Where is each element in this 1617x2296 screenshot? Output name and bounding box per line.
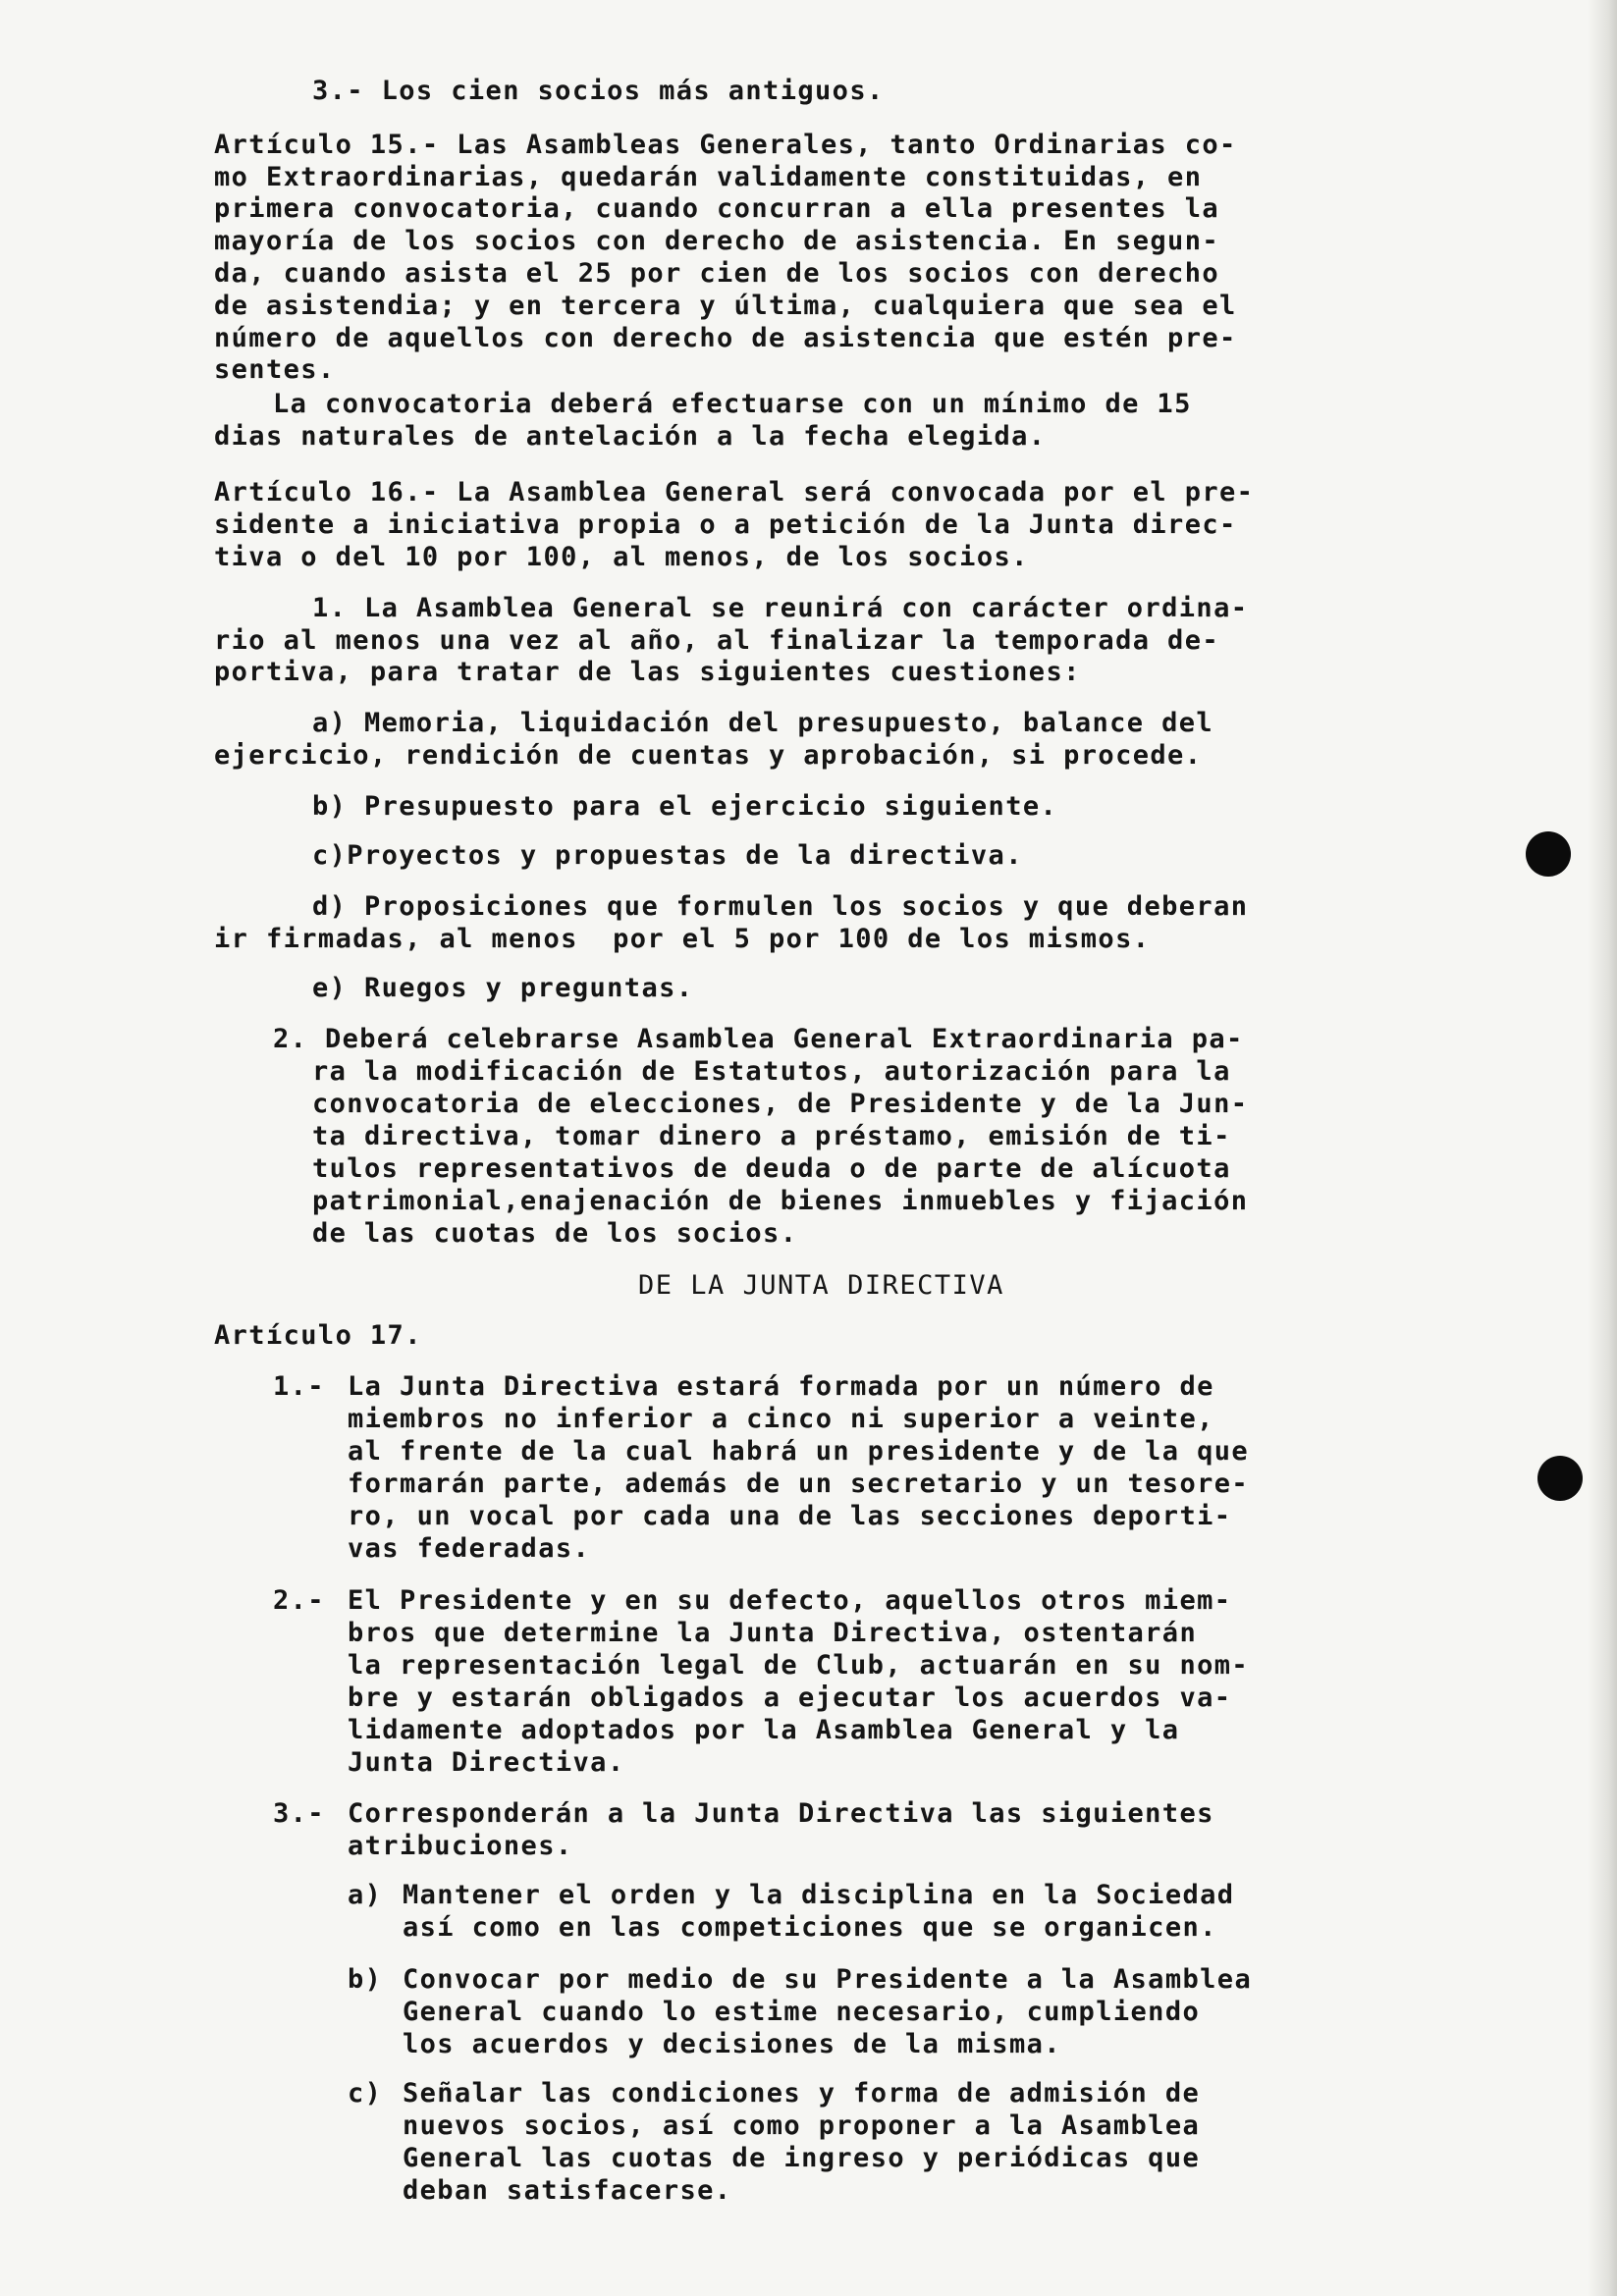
art16-item2-line: de las cuotas de los socios. — [312, 1218, 798, 1249]
art17-item2-line: Junta Directiva. — [348, 1747, 625, 1778]
art16-line: tiva o del 10 por 100, al menos, de los socios. — [214, 542, 1029, 572]
page-edge-shadow — [1588, 0, 1617, 2296]
art15-line: número de aquellos con derecho de asistencia que estén pre- — [214, 323, 1237, 353]
art17-item3-a-line: así como en las competiciones que se organicen. — [403, 1912, 1217, 1943]
art17-item1-line: vas federadas. — [348, 1533, 591, 1564]
art16-item1-line: rio al menos una vez al año, al finalizar la temporada de- — [214, 625, 1220, 656]
art16-item-d-line: ir firmadas, al menos por el 5 por 100 de los mismos. — [214, 924, 1151, 954]
art15-line: da, cuando asista el 25 por cien de los socios con derecho — [214, 258, 1220, 289]
art17-item1-line: formarán parte, además de un secretario y un tesore- — [348, 1468, 1250, 1499]
art15-line: mo Extraordinarias, quedarán validamente constituidas, en — [214, 162, 1203, 192]
art15-line: de asistendia; y en tercera y última, cualquiera que sea el — [214, 291, 1237, 321]
art17-item3-c-line: General las cuotas de ingreso y periódicas que — [403, 2143, 1201, 2173]
art17-item3-c-label: c) — [348, 2078, 383, 2109]
art16-line: sidente a iniciativa propia o a petición de la Junta direc- — [214, 509, 1237, 540]
art17-item1-line: al frente de la cual habrá un presidente y de la que — [348, 1436, 1250, 1467]
art16-item-b: b) Presupuesto para el ejercicio siguiente. — [312, 791, 1058, 822]
art16-item2-line: ra la modificación de Estatutos, autorización para la — [312, 1056, 1231, 1087]
art17-item2-line: El Presidente y en su defecto, aquellos otros miem- — [348, 1585, 1232, 1616]
art15-line: sentes. — [214, 354, 336, 385]
art17-item3-c-line: Señalar las condiciones y forma de admisión de — [403, 2078, 1201, 2109]
art17-item3-a-label: a) — [348, 1880, 383, 1910]
section-heading: DE LA JUNTA DIRECTIVA — [638, 1270, 1004, 1301]
art17-item1-line: miembros no inferior a cinco ni superior a veinte, — [348, 1404, 1214, 1434]
art17-item1-line: ro, un vocal por cada una de las secciones deporti- — [348, 1501, 1232, 1531]
art16-item2-line: ta directiva, tomar dinero a préstamo, emisión de ti- — [312, 1121, 1231, 1151]
art17-title: Artículo 17. — [214, 1320, 422, 1351]
art17-item2-number: 2.- — [273, 1585, 325, 1616]
art17-item1-line: La Junta Directiva estará formada por un número de — [348, 1371, 1214, 1402]
art16-item2-line: tulos representativos de deuda o de parte de alícuota — [312, 1153, 1231, 1184]
art15-line: primera convocatoria, cuando concurran a ella presentes la — [214, 193, 1220, 224]
art16-item-a-line: ejercicio, rendición de cuentas y aprobación, si procede. — [214, 740, 1203, 771]
art17-item3-b-line: General cuando lo estime necesario, cumpliendo — [403, 1997, 1201, 2027]
art16-item-d-line: d) Proposiciones que formulen los socios y que deberan — [312, 891, 1249, 922]
art16-item-a-line: a) Memoria, liquidación del presupuesto, balance del — [312, 708, 1214, 738]
art17-item3-line: atribuciones. — [348, 1831, 573, 1861]
art17-item2-line: bros que determine la Junta Directiva, ostentarán — [348, 1618, 1198, 1648]
art17-item3-a-line: Mantener el orden y la disciplina en la Sociedad — [403, 1880, 1235, 1910]
art15-para2-line: dias naturales de antelación a la fecha elegida. — [214, 421, 1047, 452]
art16-line: Artículo 16.- La Asamblea General será convocada por el pre- — [214, 477, 1255, 507]
punch-hole-lower — [1537, 1456, 1583, 1501]
top-item-3: 3.- Los cien socios más antiguos. — [312, 76, 885, 106]
punch-hole-upper — [1526, 831, 1571, 877]
art16-item1-line: portiva, para tratar de las siguientes cuestiones: — [214, 657, 1081, 687]
art17-item1-number: 1.- — [273, 1371, 325, 1402]
art17-item2-line: bre y estarán obligados a ejecutar los acuerdos va- — [348, 1682, 1232, 1713]
art17-item3-b-line: los acuerdos y decisiones de la misma. — [403, 2029, 1061, 2059]
art17-item2-line: la representación legal de Club, actuarán en su nom- — [348, 1650, 1250, 1681]
art17-item3-c-line: deban satisfacerse. — [403, 2175, 732, 2206]
art15-line: mayoría de los socios con derecho de asistencia. En segun- — [214, 226, 1220, 256]
art17-item3-c-line: nuevos socios, así como proponer a la Asamblea — [403, 2110, 1201, 2141]
art16-item1-line: 1. La Asamblea General se reunirá con carácter ordina- — [312, 593, 1249, 623]
art17-item3-number: 3.- — [273, 1798, 325, 1829]
art15-line: Artículo 15.- Las Asambleas Generales, tanto Ordinarias co- — [214, 130, 1237, 160]
art16-item2-line: 2. Deberá celebrarse Asamblea General Extraordinaria pa- — [273, 1024, 1244, 1054]
art17-item2-line: lidamente adoptados por la Asamblea General y la — [348, 1715, 1180, 1745]
art16-item-e: e) Ruegos y preguntas. — [312, 973, 694, 1003]
art16-item-c: c)Proyectos y propuestas de la directiva. — [312, 840, 1023, 871]
art17-item3-line: Corresponderán a la Junta Directiva las siguientes — [348, 1798, 1214, 1829]
art16-item2-line: convocatoria de elecciones, de Presidente y de la Jun- — [312, 1089, 1249, 1119]
art16-item2-line: patrimonial,enajenación de bienes inmuebles y fijación — [312, 1186, 1249, 1216]
art17-item3-b-label: b) — [348, 1964, 383, 1995]
art15-para2-line: La convocatoria deberá efectuarse con un mínimo de 15 — [273, 389, 1192, 419]
art17-item3-b-line: Convocar por medio de su Presidente a la Asamblea — [403, 1964, 1253, 1995]
